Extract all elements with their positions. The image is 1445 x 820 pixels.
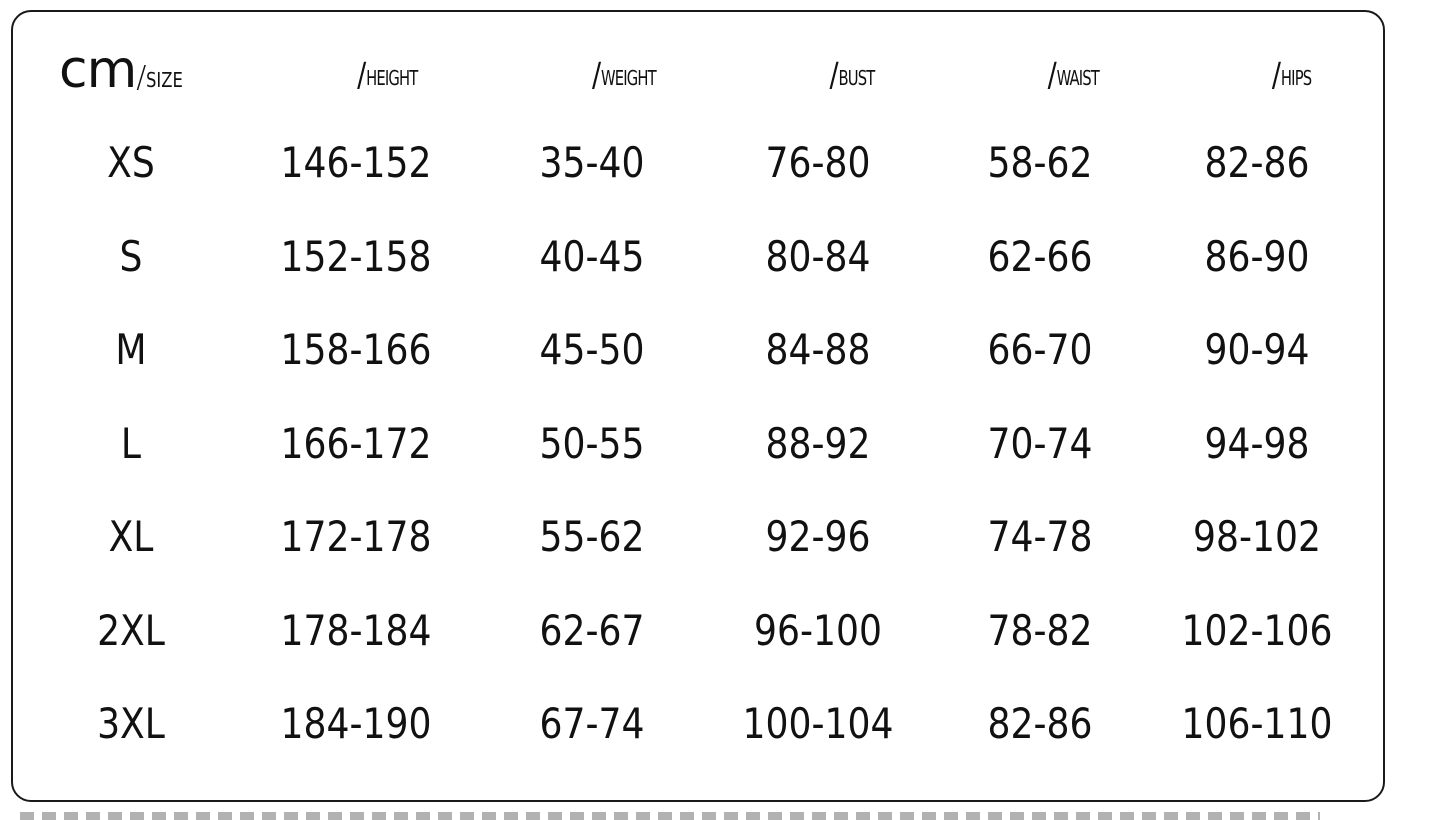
measurement-cell: 100-104 <box>742 699 894 748</box>
header-separator: / <box>1271 56 1281 95</box>
header-separator: / <box>136 60 147 95</box>
measurement-cell: 45-50 <box>539 325 645 374</box>
measurement-cell: 35-40 <box>539 138 645 187</box>
header-hips <box>1272 58 1318 93</box>
measurement-cell: 184-190 <box>280 699 432 748</box>
measurement-cell: 166-172 <box>280 419 432 468</box>
table-row <box>13 414 1383 474</box>
measurement-cell: 94-98 <box>1204 419 1310 468</box>
measurement-cell: 98-102 <box>1193 512 1321 561</box>
measurement-cell: 76-80 <box>765 138 871 187</box>
header-bust <box>829 58 882 93</box>
measurement-cell: 152-158 <box>280 232 432 281</box>
measurement-cell: 86-90 <box>1204 232 1310 281</box>
header-label: HIPS <box>1280 66 1312 90</box>
measurement-cell: 66-70 <box>987 325 1093 374</box>
measurement-cell: 146-152 <box>280 138 432 187</box>
size-label-cell: 3XL <box>97 699 165 748</box>
size-label-cell: M <box>115 325 147 374</box>
header-label: BUST <box>838 66 875 90</box>
measurement-cell: 102-106 <box>1181 606 1333 655</box>
header-height <box>357 58 429 93</box>
measurement-cell: 50-55 <box>539 419 645 468</box>
header-separator: / <box>591 56 602 95</box>
table-header <box>13 12 1383 122</box>
measurement-cell: 82-86 <box>1204 138 1310 187</box>
measurement-cell: 82-86 <box>987 699 1093 748</box>
measurement-cell: 96-100 <box>754 606 882 655</box>
header-separator: / <box>357 56 367 95</box>
measurement-cell: 78-82 <box>987 606 1093 655</box>
measurement-cell: 70-74 <box>987 419 1093 468</box>
measurement-cell: 55-62 <box>539 512 645 561</box>
table-row <box>13 694 1383 754</box>
measurement-cell: 88-92 <box>765 419 871 468</box>
measurement-cell: 62-66 <box>987 232 1093 281</box>
size-label-cell: XL <box>108 512 154 561</box>
measurement-cell: 62-67 <box>539 606 645 655</box>
table-row <box>13 133 1383 193</box>
header-label: SIZE <box>146 68 184 92</box>
header-label: HEIGHT <box>366 66 418 90</box>
header-label: WEIGHT <box>601 66 656 90</box>
header-separator: / <box>829 56 839 95</box>
size-label-cell: XS <box>107 138 155 187</box>
measurement-cell: 158-166 <box>280 325 432 374</box>
measurement-cell: 172-178 <box>280 512 432 561</box>
size-chart-table <box>11 10 1385 802</box>
header-label: WAIST <box>1056 66 1100 90</box>
measurement-cell: 90-94 <box>1204 325 1310 374</box>
size-label-cell: S <box>119 232 143 281</box>
measurement-cell: 74-78 <box>987 512 1093 561</box>
header-weight <box>592 58 668 93</box>
size-label-cell: L <box>120 419 142 468</box>
measurement-cell: 84-88 <box>765 325 871 374</box>
table-row <box>13 601 1383 661</box>
measurement-cell: 92-96 <box>765 512 871 561</box>
measurement-cell: 178-184 <box>280 606 432 655</box>
measurement-cell: 58-62 <box>987 138 1093 187</box>
table-row <box>13 507 1383 567</box>
measurement-cell: 80-84 <box>765 232 871 281</box>
unit-label: cm <box>59 40 137 100</box>
measurement-cell: 40-45 <box>539 232 645 281</box>
size-label-cell: 2XL <box>97 606 165 655</box>
header-waist <box>1048 58 1109 93</box>
bottom-cropped-text <box>20 812 1320 820</box>
header-size <box>59 40 191 100</box>
measurement-cell: 67-74 <box>539 699 645 748</box>
table-row <box>13 320 1383 380</box>
header-separator: / <box>1047 56 1057 95</box>
table-row <box>13 227 1383 287</box>
measurement-cell: 106-110 <box>1181 699 1333 748</box>
